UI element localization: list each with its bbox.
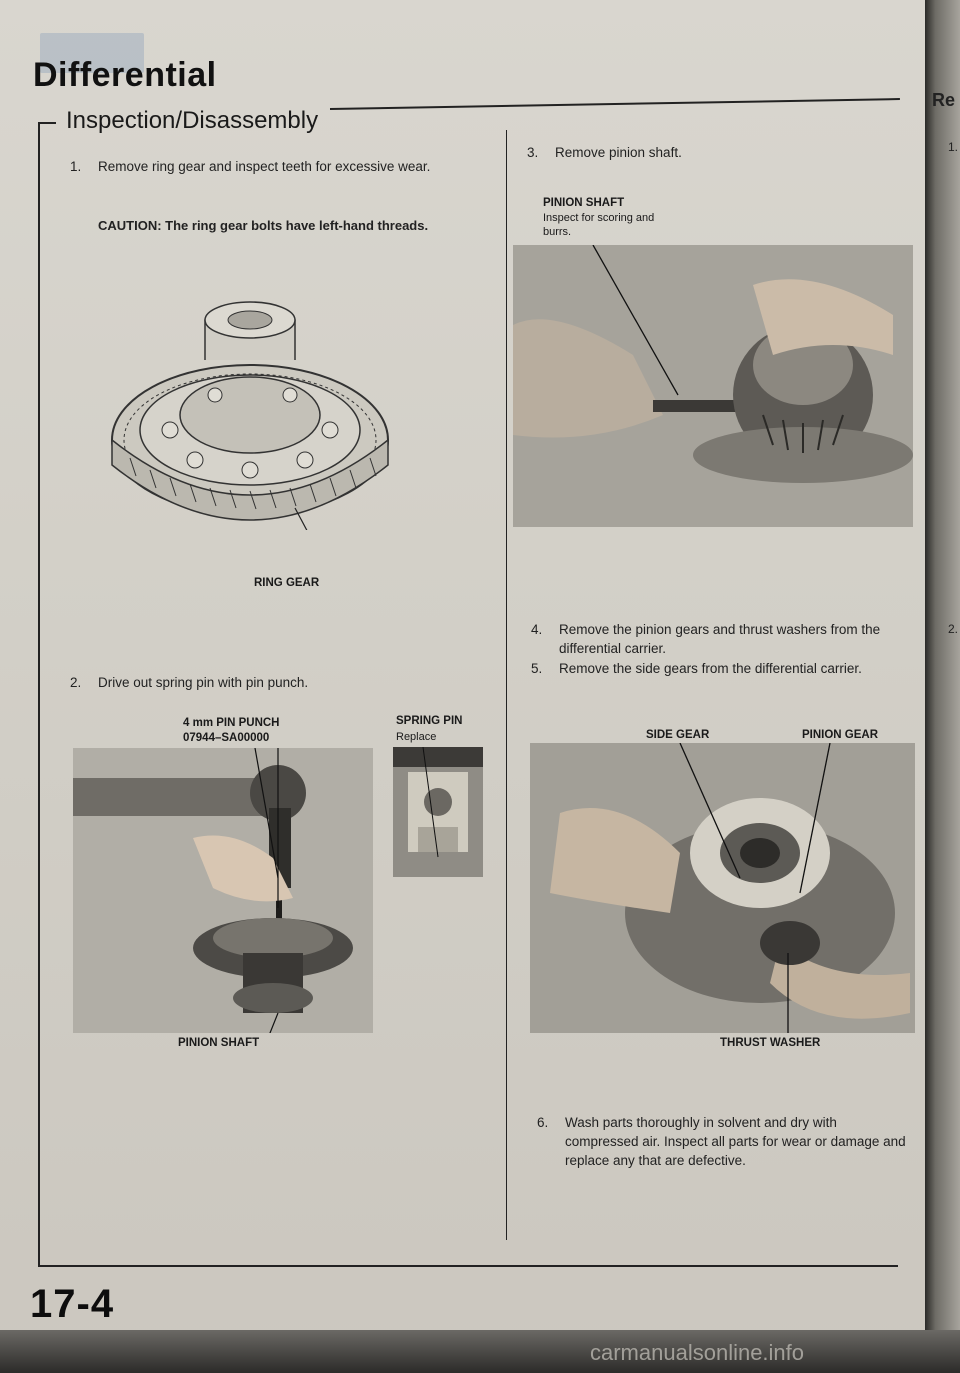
step-6-text: Wash parts thoroughly in solvent and dry with compressed air. Inspect all parts for wear or damage and replace any that are defective. bbox=[565, 1115, 906, 1168]
pin-punch-label: 4 mm PIN PUNCH bbox=[183, 717, 280, 729]
pinion-shaft-photo bbox=[513, 245, 913, 527]
page-number: 17-4 bbox=[30, 1282, 115, 1326]
step-6-number: 6. bbox=[537, 1115, 549, 1130]
side-gear-photo bbox=[530, 743, 915, 1033]
step-3-number: 3. bbox=[527, 145, 539, 160]
step-3 bbox=[527, 143, 895, 162]
step-4-text: Remove the pinion gears and thrust washers from the differential carrier. bbox=[559, 622, 881, 656]
pinion-shaft-note: Inspect for scoring and burrs. bbox=[543, 212, 655, 238]
section-title: Inspection/Disassembly bbox=[66, 107, 319, 134]
side-gear-label: SIDE GEAR bbox=[646, 729, 710, 741]
column-divider bbox=[506, 130, 507, 1240]
step-2-number: 2. bbox=[70, 675, 82, 690]
step-5-number: 5. bbox=[531, 661, 543, 676]
ring-gear-illustration bbox=[100, 290, 400, 530]
adjacent-heading-fragment: Re bbox=[932, 90, 956, 110]
step-2 bbox=[70, 673, 478, 692]
step-3-text: Remove pinion shaft. bbox=[555, 145, 682, 160]
bottom-shadow bbox=[0, 1330, 960, 1373]
frame-bottom bbox=[38, 1265, 898, 1267]
pinion-gear-label: PINION GEAR bbox=[802, 729, 879, 741]
step-6 bbox=[537, 1113, 910, 1170]
step-5-text: Remove the side gears from the differential carrier. bbox=[559, 661, 862, 676]
page-title: Differential bbox=[33, 56, 217, 94]
pinion-shaft-label-left: PINION SHAFT bbox=[178, 1037, 260, 1049]
pin-punch-photo bbox=[73, 748, 373, 1033]
step-5 bbox=[531, 659, 911, 678]
step-2-text: Drive out spring pin with pin punch. bbox=[98, 675, 309, 690]
side-gear-photo-image bbox=[530, 743, 915, 1033]
watermark: carmanualsonline.info bbox=[590, 1340, 805, 1365]
step-4-number: 4. bbox=[531, 622, 543, 637]
step-1-text: Remove ring gear and inspect teeth for excessive wear. bbox=[98, 159, 431, 174]
spring-pin-note: Replace bbox=[396, 731, 437, 743]
frame-left bbox=[38, 122, 40, 1267]
adjacent-step-1: 1. bbox=[948, 140, 959, 154]
step-1-number: 1. bbox=[70, 159, 82, 174]
step-4 bbox=[531, 620, 911, 658]
spring-pin-photo bbox=[393, 747, 483, 877]
step-1 bbox=[70, 157, 468, 176]
spring-pin-photo-image bbox=[393, 747, 483, 877]
adjacent-step-2: 2. bbox=[948, 622, 959, 636]
frame-top-left bbox=[38, 122, 56, 124]
adjacent-page-edge bbox=[925, 0, 960, 1373]
ring-gear-label: RING GEAR bbox=[254, 577, 320, 589]
pinion-shaft-label-top: PINION SHAFT bbox=[543, 197, 625, 209]
caution-note: CAUTION: The ring gear bolts have left-hand threads. bbox=[98, 218, 429, 233]
pin-punch-photo-image bbox=[73, 748, 373, 1033]
pin-punch-code: 07944–SA00000 bbox=[183, 732, 270, 744]
thrust-washer-label: THRUST WASHER bbox=[720, 1037, 821, 1049]
spring-pin-label: SPRING PIN bbox=[396, 715, 463, 727]
pinion-shaft-photo-image bbox=[513, 245, 913, 527]
ring-gear-drawing bbox=[100, 290, 400, 530]
